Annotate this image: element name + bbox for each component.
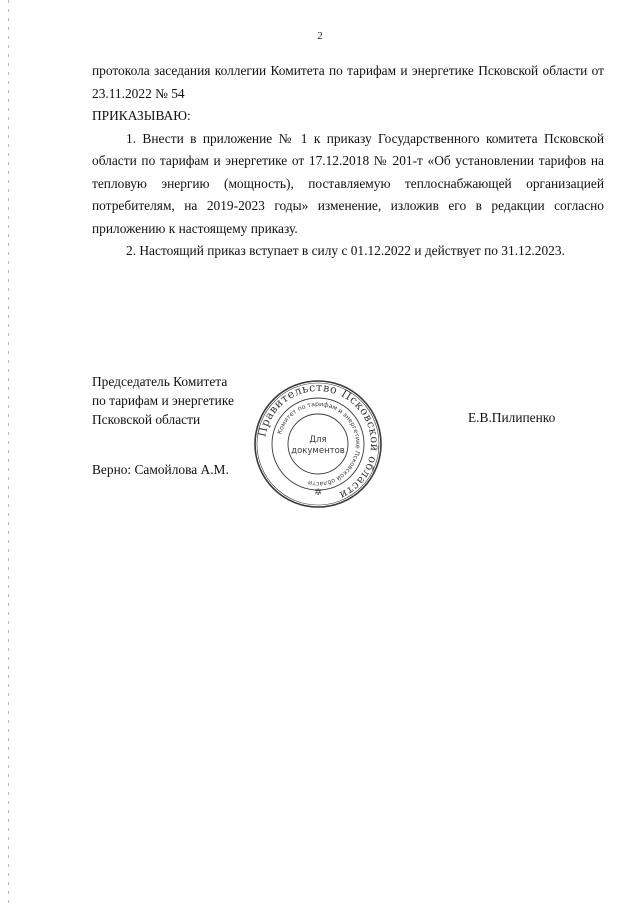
paragraph-order-heading: ПРИКАЗЫВАЮ:	[92, 108, 191, 123]
document-body	[92, 60, 604, 263]
official-seal-icon	[252, 378, 384, 510]
signatory-title	[92, 372, 234, 429]
seal-star-icon: ✲	[314, 488, 322, 498]
signatory-name: Е.В.Пилипенко	[468, 410, 556, 425]
verno-line: Верно: Самойлова А.М.	[92, 462, 229, 477]
scan-edge-line	[8, 0, 9, 905]
seal-center-line-1: Для	[309, 435, 327, 445]
paragraph-item-1: 1. Внести в приложение № 1 к приказу Государственного комитета Псковской области по тарифам и энергетике от 17.12.2018 № 201-т «Об установлении тарифов на тепловую энергию (мощность), поставляемую теплоснабжающей организацией потребителям, на 2019-2023 годы» изменение, изложив его в редакции согласно приложению к настоящему приказу.	[92, 130, 604, 236]
seal-center-line-2: документов	[291, 446, 345, 456]
seal-outer-text: Правительство Псковской области	[255, 380, 382, 503]
paragraph-item-2: 2. Настоящий приказ вступает в силу с 01.12.2022 и действует по 31.12.2023.	[126, 243, 565, 258]
signatory-line-2: по тарифам и энергетике	[92, 393, 234, 408]
seal-inner-text: Комитет по тарифам и энергетике Псковской области	[276, 400, 362, 488]
paragraph-protocol: протокола заседания коллегии Комитета по тарифам и энергетике Псковской области от 23.11.2022 № 54	[92, 63, 604, 101]
signatory-line-3: Псковской области	[92, 412, 201, 427]
signatory-line-1: Председатель Комитета	[92, 374, 228, 389]
page-number: 2	[317, 30, 323, 42]
